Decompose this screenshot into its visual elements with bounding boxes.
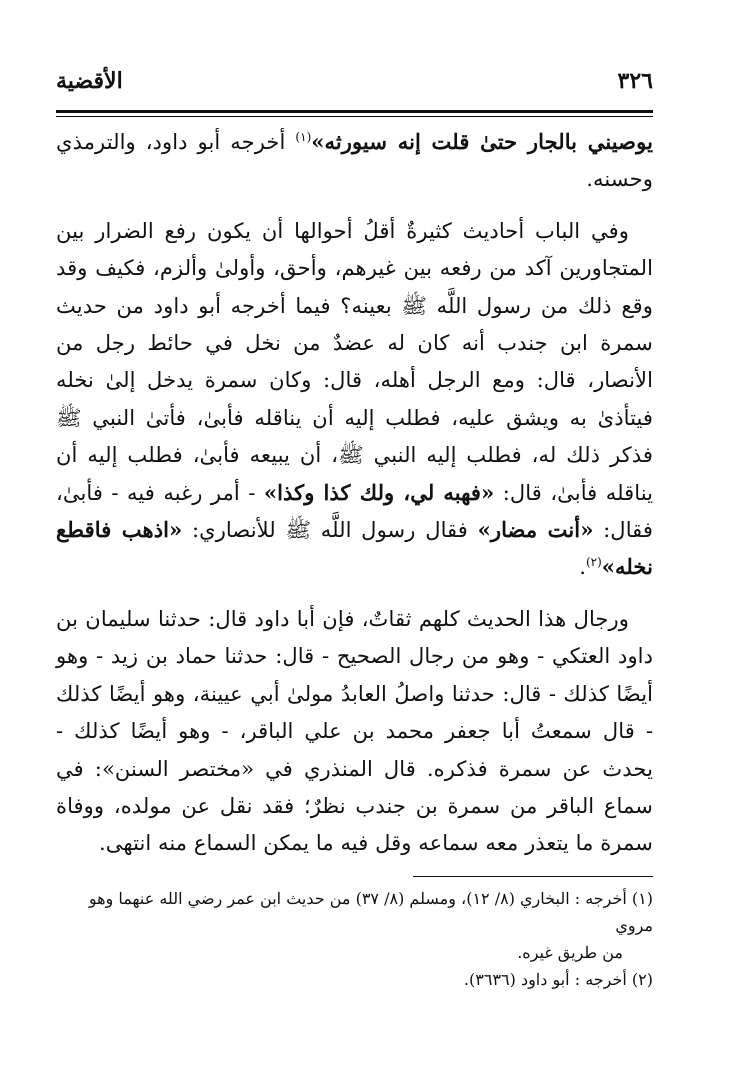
book-page: [56, 68, 653, 1088]
paragraph-2: [56, 212, 653, 586]
footnote-ref-2: (٢): [585, 555, 602, 570]
footnotes: [56, 885, 653, 993]
paragraph-3: ورجال هذا الحديث كلهم ثقاتٌ، فإن أبا داود قال: حدثنا سليمان بن داود العتكي - وهو من رجال الصحيح - قال: حدثنا حماد بن زيد - وهو أيضًا كذلك - قال: حدثنا واصلُ العابدُ مولىٰ أبي عيينة، وهو أيضًا كذلك - قال سمعتُ أبا جعفر محمد بن علي الباقر، - وهو أيضًا كذلك - يحدث عن سمرة فذكره. قال المنذري في «مختصر السنن»: في سماع الباقر من سمرة بن جندب نظرٌ؛ فقد نقل عن مولده، ووفاة سمرة ما يتعذر معه سماعه وقل فيه ما يمكن السماع منه انتهى.: [56, 605, 653, 856]
paragraph-1: [56, 123, 653, 198]
hadith-quote-harmer: «أنت مضار»: [477, 517, 594, 543]
paragraph-2-text-c: فقال رسول اللَّه ﷺ للأنصاري:: [182, 517, 478, 543]
footnote-separator: [413, 876, 653, 877]
footnote-ref-1: (١): [295, 129, 312, 144]
header-rule-thick: [56, 110, 653, 113]
page-header: [56, 68, 653, 108]
page-number: ٣٢٦: [617, 68, 653, 94]
hadith-quote: يوصيني بالجار حتىٰ قلت إنه سيورثه»: [311, 129, 653, 154]
hadith-quote-give: «فهبه لي، ولك كذا وكذا»: [263, 479, 495, 505]
paragraph-2-text-b: - أمر رغبه فيه - فأبىٰ، فقال:: [56, 479, 653, 543]
footnote-1: (١) أخرجه : البخاري (٨/ ١٢)، ومسلم (٨/ ٣٧) من حديث ابن عمر رضي الله عنهما وهو مروي: [88, 888, 653, 935]
footnote-2: (٢) أخرجه : أبو داود (٣٦٣٦).: [463, 969, 653, 989]
footnote-1-continued: من طريق غيره.: [517, 942, 623, 962]
paragraph-1-text: أخرجه أبو داود، والترمذي وحسنه.: [56, 129, 653, 192]
chapter-title: الأقضية: [56, 68, 123, 94]
paragraph-2-end: .: [579, 554, 586, 580]
header-rule-thin: [56, 116, 653, 117]
paragraph-2-text-a: وفي الباب أحاديث كثيرةٌ أقلُ أحوالها أن يكون رفع الضرار بين المتجاورين آكد من رفعه بين غيرهم، وأحق، وأولىٰ وألزم، فكيف وقد وقع ذلك من رسول اللَّه ﷺ بعينه؟ فيما أخرجه أبو داود من حديث سمرة ابن جندب أنه كان له عضدٌ من نخل في حائط رجل من الأنصار، قال: ومع الرجل أهله، قال: وكان سمرة يدخل إلىٰ نخله فيتأذىٰ به ويشق عليه، فطلب إليه أن يناقله فأبىٰ، فأتىٰ النبي ﷺ فذكر ذلك له، فطلب إليه النبي ﷺ، أن يبيعه فأبىٰ، فطلب إليه أن يناقله فأبىٰ، قال:: [56, 217, 653, 505]
hadith-quote-cut: «اذهب فاقطع نخله»: [56, 517, 653, 580]
main-text: [56, 123, 653, 862]
